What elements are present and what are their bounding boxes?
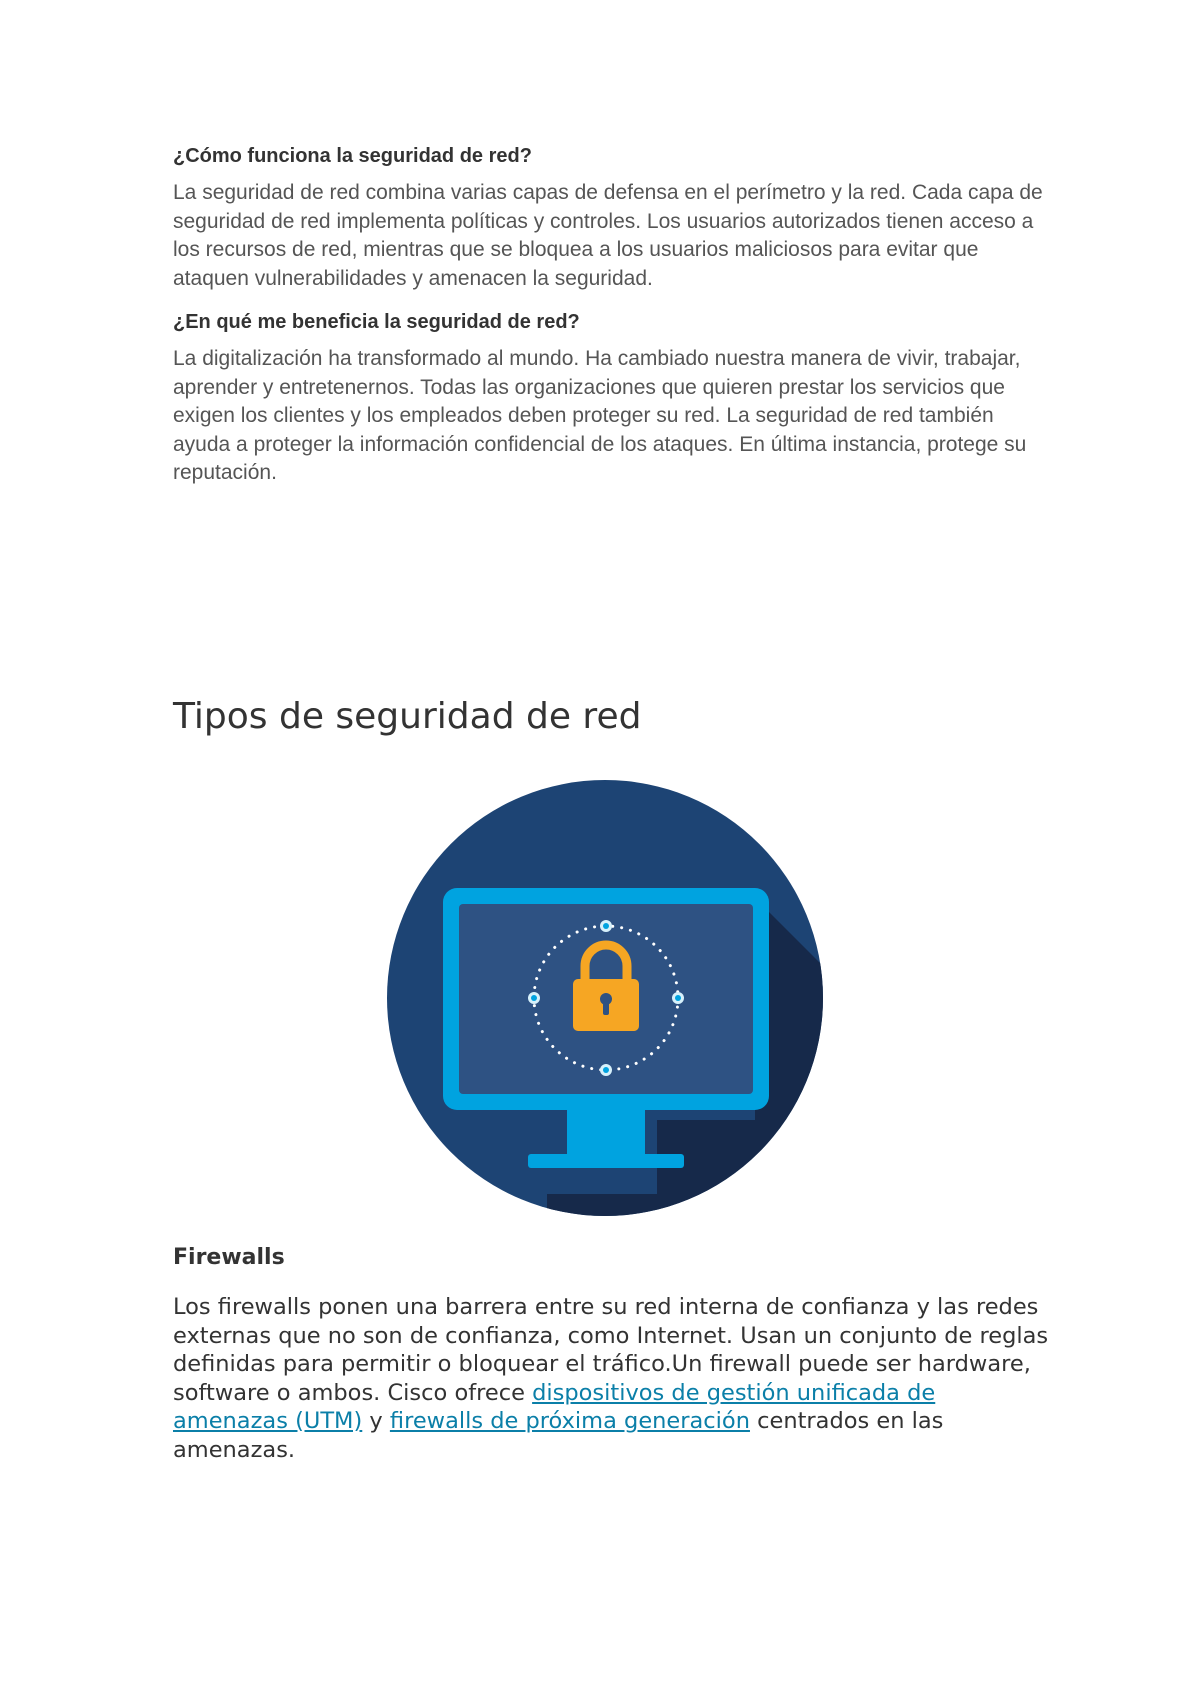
firewalls-text-1: Los firewalls ponen una barrera entre su red interna de confianza y las redes externas que no son de confianza, como Internet. Usan un conjunto de reglas definidas para permitir o bloquear el tráfico.Un firewall puede ser hardware, software o ambos. Cisco ofrece [173,1294,1049,1406]
firewalls-text-3: centrados en las amenazas. [173,1408,944,1463]
intro-content [173,142,1053,503]
types-title: Tipos de seguridad de red [173,696,642,737]
firewalls-title: Firewalls [173,1245,285,1270]
benefits-heading: ¿En qué me beneficia la seguridad de red? [173,311,580,333]
ngfw-link[interactable]: firewalls de próxima generación [389,1408,750,1434]
how-it-works-heading: ¿Cómo funciona la seguridad de red? [173,145,532,167]
how-it-works-paragraph: La seguridad de red combina varias capas de defensa en el perímetro y la red. Cada capa de seguridad de red implementa políticas y controles. Los usuarios autorizados tienen acceso a los recursos de red, mientras que se bloquea a los usuarios maliciosos para evitar que ataquen vulnerabilidades y amenacen la seguridad. [173,181,1043,290]
benefits-paragraph: La digitalización ha transformado al mundo. Ha cambiado nuestra manera de vivir, trabajar, aprender y entretenernos. Todas las organizaciones que quieren prestar los servicios que exigen los clientes y los empleados deben proteger su red. La seguridad de red también ayuda a proteger la información confidencial de los ataques. En última instancia, protege su reputación. [173,347,1027,484]
firewalls-paragraph [173,1293,1053,1464]
firewalls-text-2: y [362,1408,390,1434]
monitor-lock-icon [387,780,823,1216]
utm-link[interactable]: dispositivos de gestión unificada de amenazas (UTM) [173,1379,936,1434]
monitor-base [528,1154,684,1168]
